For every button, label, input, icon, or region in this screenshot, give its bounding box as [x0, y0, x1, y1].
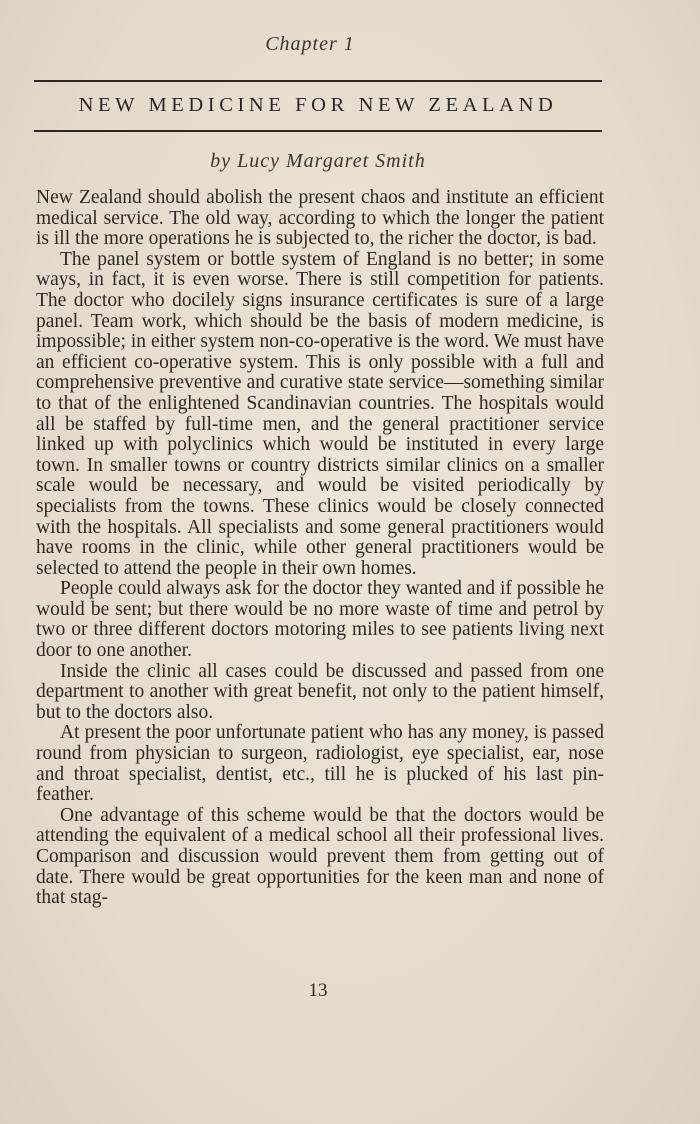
title-rule-top [34, 80, 602, 82]
paragraph-4: Inside the clinic all cases could be discussed and passed from one department to another with great benefit, not only to the patient himself, but to the doctors also. [36, 660, 604, 723]
page-number: 13 [308, 980, 328, 1001]
paragraph-3: People could always ask for the doctor they wanted and if possible he would be sent; but there would be no more waste of time and petrol by two or three different doctors motoring miles to see patients living next door to one another. [36, 578, 604, 662]
chapter-heading: Chapter 1 [265, 33, 355, 55]
paragraph-1: New Zealand should abolish the present chaos and institute an efficient medical service. The old way, according to which the longer the patient is ill the more operations he is subjected to, the richer the doctor, is bad. [36, 187, 604, 250]
paragraph-2: The panel system or bottle system of England is no better; in some ways, in fact, it is even worse. There is still competition for patients. The doctor who docilely signs insurance certificates is sure of a large panel. Team work, which should be the basis of modern medicine, is impossible; in either system non-co-operative is the word. We must have an efficient co-operative system. This is only possible with a full and comprehensive preventive and curative state service—something similar to that of the enlightened Scandinavian countries. The hospitals would all be staffed by full-time men, and the general practitioner service linked up with polyclinics which would be instituted in every large town. In smaller towns or country districts similar clinics on a smaller scale would be necessary, and would be visited periodically by specialists from the towns. These clinics would be closely connected with the hospitals. All specialists and some general practitioners would have rooms in the clinic, while other general practitioners would be selected to attend the people in their own homes. [36, 248, 604, 579]
author-byline: by Lucy Margaret Smith [210, 150, 426, 172]
article-title: NEW MEDICINE FOR NEW ZEALAND [78, 94, 558, 116]
article-body [36, 188, 604, 909]
title-rule-bottom [34, 130, 602, 132]
paragraph-5: At present the poor unfortunate patient who has any money, is passed round from physician to surgeon, radiologist, eye specialist, ear, nose and throat specialist, dentist, etc., till he is plucked of his last pin-feather. [36, 722, 604, 806]
paragraph-6: One advantage of this scheme would be that the doctors would be attending the equivalent of a medical school all their professional lives. Comparison and discussion would prevent them from getting out of date. There would be great opportunities for the keen man and none of that stag- [36, 804, 604, 909]
